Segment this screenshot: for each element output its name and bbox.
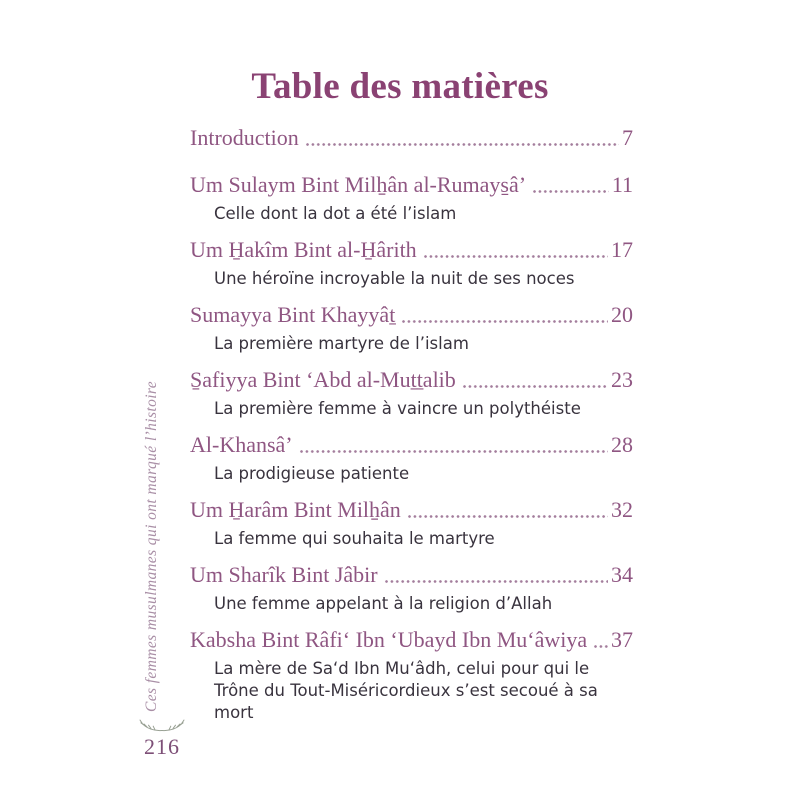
- laurel-sprigs-icon: [138, 718, 186, 734]
- dotted-leader: [532, 189, 609, 194]
- toc-entry: [190, 366, 633, 420]
- toc-entry-page-number: 37: [611, 627, 633, 652]
- toc-entry-title: S̱afiyya Bint ‘Abd al-Muṯṯalib: [190, 367, 456, 392]
- toc-entry: [190, 236, 633, 290]
- toc-entry-row: [190, 561, 633, 589]
- toc-entry-subtitle: La prodigieuse patiente: [214, 464, 410, 483]
- dotted-leader: [384, 579, 608, 584]
- toc-entry: [190, 301, 633, 355]
- toc-entry-title: Sumayya Bint Khayyâṯ: [190, 302, 396, 327]
- toc-entry-title: Um Sulaym Bint Milẖân al-Rumays̱â’: [190, 172, 527, 197]
- toc-entry-page-number: 32: [611, 497, 633, 522]
- toc-entry-title: Um Sharîk Bint Jâbir: [190, 562, 378, 587]
- toc-entry: [190, 124, 633, 152]
- toc-entry-title: Introduction: [190, 125, 299, 150]
- toc-entry-page-number: 34: [611, 562, 633, 587]
- dotted-leader: [401, 319, 608, 324]
- toc-entry: [190, 561, 633, 615]
- toc-entry-row: [190, 171, 633, 199]
- toc-entry-page-number: 7: [622, 125, 633, 150]
- toc-list: [190, 124, 633, 735]
- page-footer: [136, 718, 188, 759]
- book-title-vertical: Ces femmes musulmanes qui ont marqué l’histoire: [143, 380, 160, 712]
- toc-entry-row: [190, 366, 633, 394]
- toc-entry: [190, 496, 633, 550]
- toc-entry-row: [190, 496, 633, 524]
- dotted-leader: [462, 384, 608, 389]
- toc-entry-subtitle: La femme qui souhaita le martyre: [214, 529, 495, 548]
- toc-entry-subtitle: La première martyre de l’islam: [214, 334, 469, 353]
- toc-entry-row: [190, 236, 633, 264]
- dotted-leader: [593, 644, 608, 649]
- toc-entry-page-number: 28: [611, 432, 633, 457]
- toc-entry-subtitle: Une héroïne incroyable la nuit de ses noces: [214, 269, 575, 288]
- toc-entry-subtitle: Une femme appelant à la religion d’Allah: [214, 594, 553, 613]
- page-number: 216: [144, 734, 180, 759]
- toc-entry-subtitle: La mère de Sa‘d Ibn Mu‘âdh, celui pour qui le Trône du Tout-Miséricordieux s’est secoué à sa mort: [214, 659, 598, 722]
- toc-entry-title: Al-Khansâ’: [190, 432, 293, 457]
- toc-entry-page-number: 20: [611, 302, 633, 327]
- toc-entry-row: [190, 431, 633, 459]
- toc-entry-subtitle: La première femme à vaincre un polythéiste: [214, 399, 581, 418]
- toc-entry-row: [190, 301, 633, 329]
- dotted-leader: [423, 254, 608, 259]
- toc-entry: [190, 431, 633, 485]
- toc-entry-title: Kabsha Bint Râfi‘ Ibn ‘Ubayd Ibn Mu‘âwiya: [190, 627, 588, 652]
- toc-entry-row: [190, 626, 633, 654]
- toc-entry-subtitle: Celle dont la dot a été l’islam: [214, 204, 457, 223]
- dotted-leader: [407, 514, 608, 519]
- toc-entry-title: Um H̱akîm Bint al-H̱ârith: [190, 237, 417, 262]
- toc-entry-page-number: 23: [611, 367, 633, 392]
- toc-entry: [190, 626, 633, 724]
- toc-entry-page-number: 17: [611, 237, 633, 262]
- dotted-leader: [305, 142, 619, 147]
- toc-entry-row: [190, 124, 633, 152]
- page-title: Table des matières: [251, 65, 549, 107]
- toc-entry-page-number: 11: [611, 172, 633, 197]
- toc-entry-title: Um H̱arâm Bint Milẖân: [190, 497, 401, 522]
- dotted-leader: [299, 449, 608, 454]
- toc-entry: [190, 171, 633, 225]
